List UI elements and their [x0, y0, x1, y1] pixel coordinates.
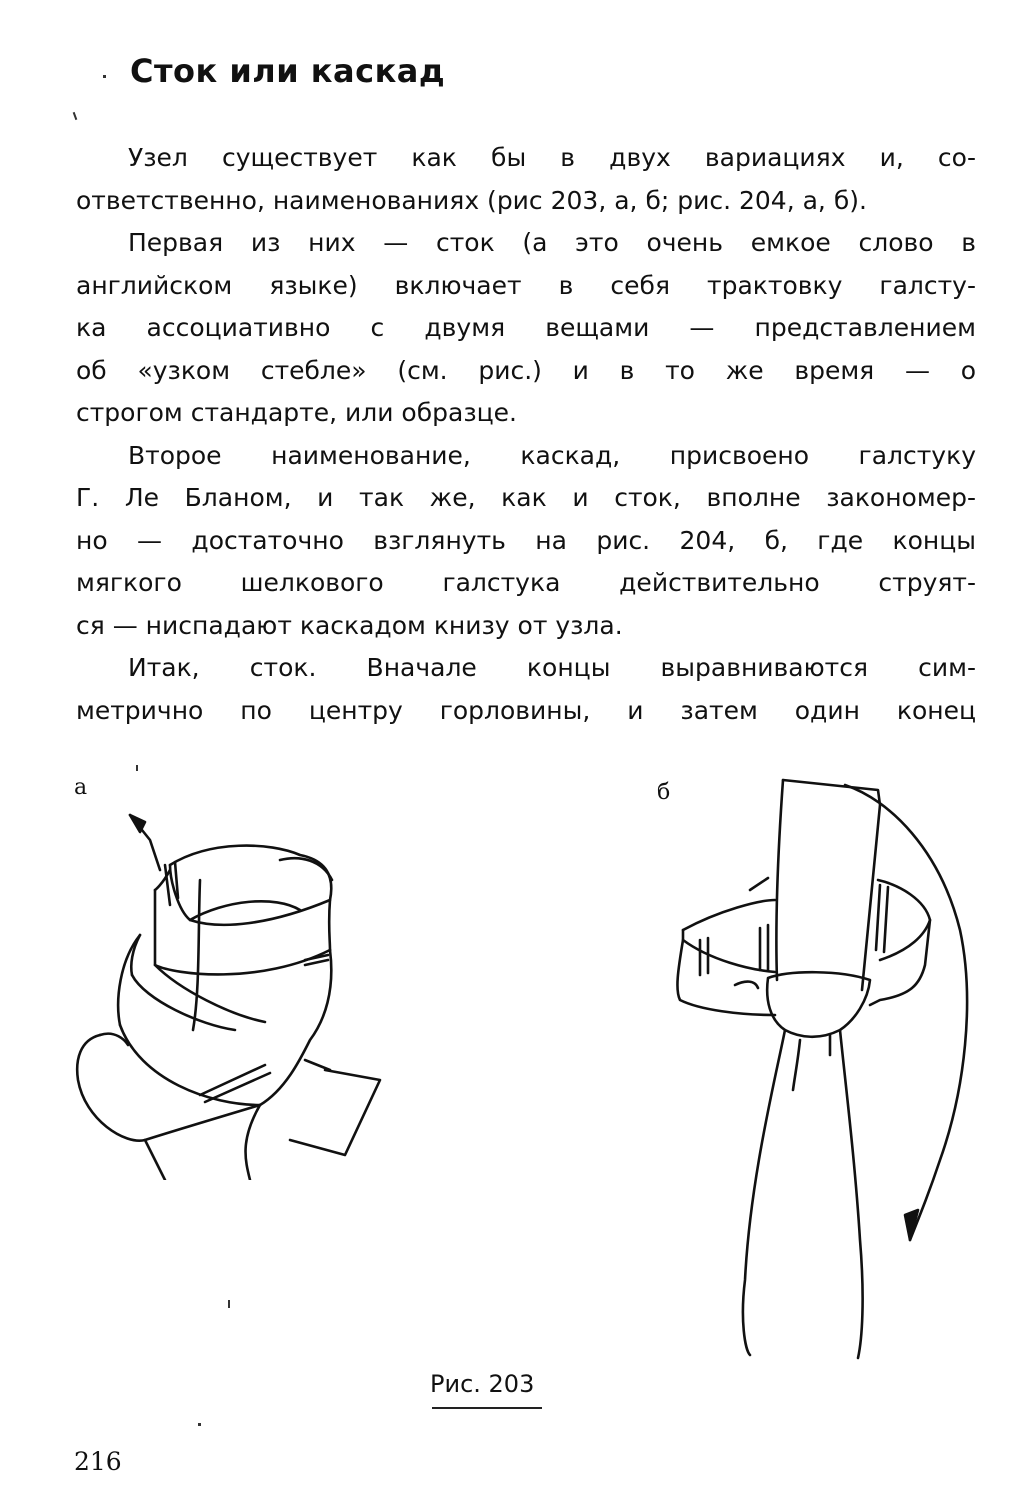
text-line: мягкого шелкового галстука действительно струят-	[76, 568, 976, 597]
text-line: строгом стандарте, или образце.	[76, 398, 517, 427]
text-line: Первая из них — сток (а это очень емкое слово в	[128, 228, 976, 257]
caption-underline	[432, 1407, 542, 1409]
tie-cascade-illustration	[640, 760, 1000, 1360]
figure-caption: Рис. 203	[430, 1370, 535, 1398]
scan-speck	[198, 1423, 201, 1426]
scan-speck	[228, 1300, 230, 1308]
text-line: ка ассоциативно с двумя вещами — представлением	[76, 313, 976, 342]
scan-speck	[73, 112, 78, 120]
text-line: но — достаточно взглянуть на рис. 204, б, где концы	[76, 525, 976, 555]
text-line: Второе наименование, каскад, присвоено галстуку	[128, 440, 976, 470]
text-line: метрично по центру горловины, и затем один конец	[76, 695, 976, 725]
text-line: Узел существует как бы в двух вариациях и, со-	[128, 143, 976, 172]
panel-b-label: б	[657, 780, 671, 805]
text-line: английском языке) включает в себя трактовку галсту-	[76, 270, 976, 300]
scan-speck	[103, 75, 106, 78]
section-title: Сток или каскад	[130, 52, 446, 90]
text-line: об «узком стебле» (см. рис.) и в то же время — о	[76, 355, 976, 385]
body-text	[76, 137, 976, 732]
text-line: Итак, сток. Вначале концы выравниваются сим-	[128, 653, 976, 682]
text-line: ответственно, наименованиях (рис 203, а, б; рис. 204, а, б).	[76, 185, 867, 215]
scan-speck	[136, 765, 138, 771]
text-line: ся — ниспадают каскадом книзу от узла.	[76, 610, 623, 640]
tie-knot-wrap-illustration	[60, 760, 460, 1180]
panel-a-label: а	[74, 775, 88, 800]
text-line: Г. Ле Бланом, и так же, как и сток, вполне закономер-	[76, 483, 976, 512]
page-number: 216	[74, 1447, 122, 1476]
